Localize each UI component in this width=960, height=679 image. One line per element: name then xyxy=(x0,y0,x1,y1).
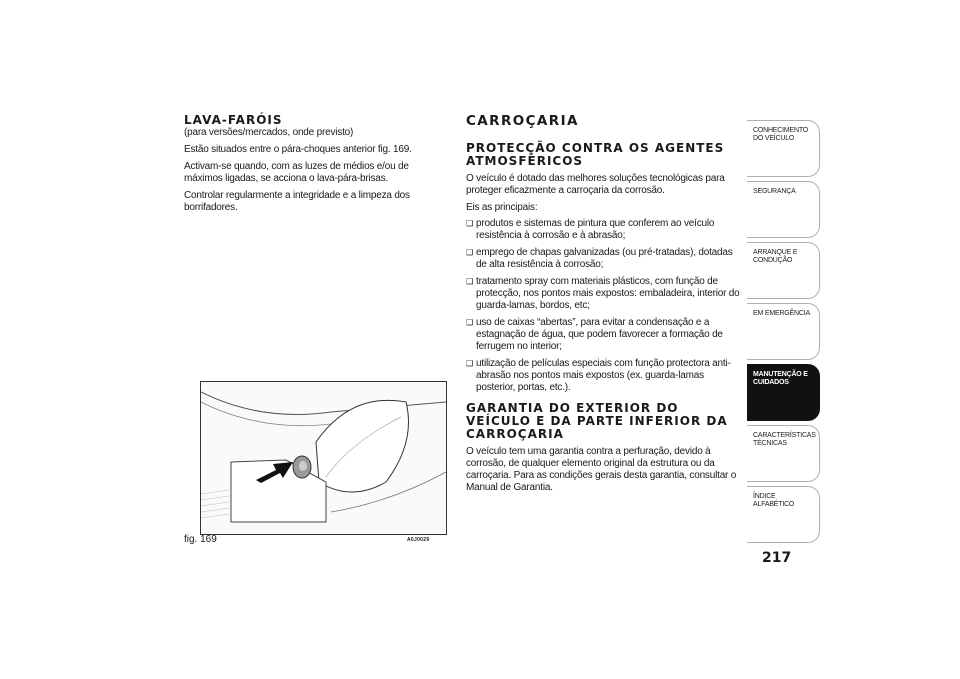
figure-169 xyxy=(200,381,447,535)
list-item: ❑ produtos e sistemas de pintura que conferem ao veículo resistência à corrosão e à abrasão; xyxy=(466,218,742,242)
left-column xyxy=(184,114,446,214)
tab-conhecimento-do-veiculo[interactable]: CONHECIMENTO DO VEÍCULO xyxy=(747,120,820,177)
paragraph-2: Activam-se quando, com as luzes de médios e/ou de máximos ligadas, se acciona o lava-pára-brisas. xyxy=(184,161,409,184)
chapter-title-carrocaria: CARROÇARIA xyxy=(466,113,579,129)
chapter-tabs xyxy=(747,120,820,547)
list-item: ❑ emprego de chapas galvanizadas (ou pré-tratadas), dotadas de alta resistência à corrosão; xyxy=(466,247,742,271)
section-heading-proteccao: PROTECÇÃO CONTRA OS AGENTES ATMOSFÉRICOS xyxy=(466,141,725,168)
paragraph-3: Controlar regularmente a integridade e a limpeza dos borrifadores. xyxy=(184,190,410,213)
paragraph-1: Estão situados entre o pára-choques anterior fig. 169. xyxy=(184,144,412,155)
figure-caption: fig. 169 xyxy=(184,534,217,545)
page-number: 217 xyxy=(762,550,792,566)
headlamp-washer-illustration xyxy=(201,382,446,534)
tab-indice-alfabetico[interactable]: ÍNDICE ALFABÉTICO xyxy=(747,486,820,543)
section1-lead: Eis as principais: xyxy=(466,202,538,213)
section1-intro: O veículo é dotado das melhores soluções tecnológicas para proteger eficazmente a carroçaria da corrosão. xyxy=(466,173,725,196)
tab-arranque-e-conducao[interactable]: ARRANQUE E CONDUÇÃO xyxy=(747,242,820,299)
tab-caracteristicas-tecnicas[interactable]: CARACTERÍSTICAS TÉCNICAS xyxy=(747,425,820,482)
bullet-list xyxy=(466,218,742,394)
section-title-lava-farois: LAVA-FARÓIS xyxy=(184,113,283,127)
list-item: ❑ utilização de películas especiais com função protectora anti-abrasão nos pontos mais expostos (ex. guarda-lamas posterior, portas, etc.). xyxy=(466,358,742,394)
list-item: ❑ uso de caixas “abertas”, para evitar a condensação e a estagnação de água, que podem favorecer a formação de ferrugem no interior; xyxy=(466,317,742,353)
section-heading-garantia: GARANTIA DO EXTERIOR DO VEÍCULO E DA PARTE INFERIOR DA CARROÇARIA xyxy=(466,401,728,441)
tab-em-emergencia[interactable]: EM EMERGÊNCIA xyxy=(747,303,820,360)
section-subtitle: (para versões/mercados, onde previsto) xyxy=(184,127,354,138)
tab-manutencao-e-cuidados[interactable]: MANUTENÇÃO E CUIDADOS xyxy=(747,364,820,421)
section2-text: O veículo tem uma garantia contra a perfuração, devido à corrosão, de qualquer elemento original da estrutura ou da carroçaria. Para as condições gerais desta garantia, consultar o Manual de Garantia. xyxy=(466,446,737,493)
tab-seguranca[interactable]: SEGURANÇA xyxy=(747,181,820,238)
figure-code: A0J0029 xyxy=(407,537,430,543)
list-item: ❑ tratamento spray com materiais plásticos, com função de protecção, nos pontos mais expostos: embaladeira, interior do guarda-lamas, bordos, etc; xyxy=(466,276,742,312)
right-column xyxy=(466,114,742,494)
